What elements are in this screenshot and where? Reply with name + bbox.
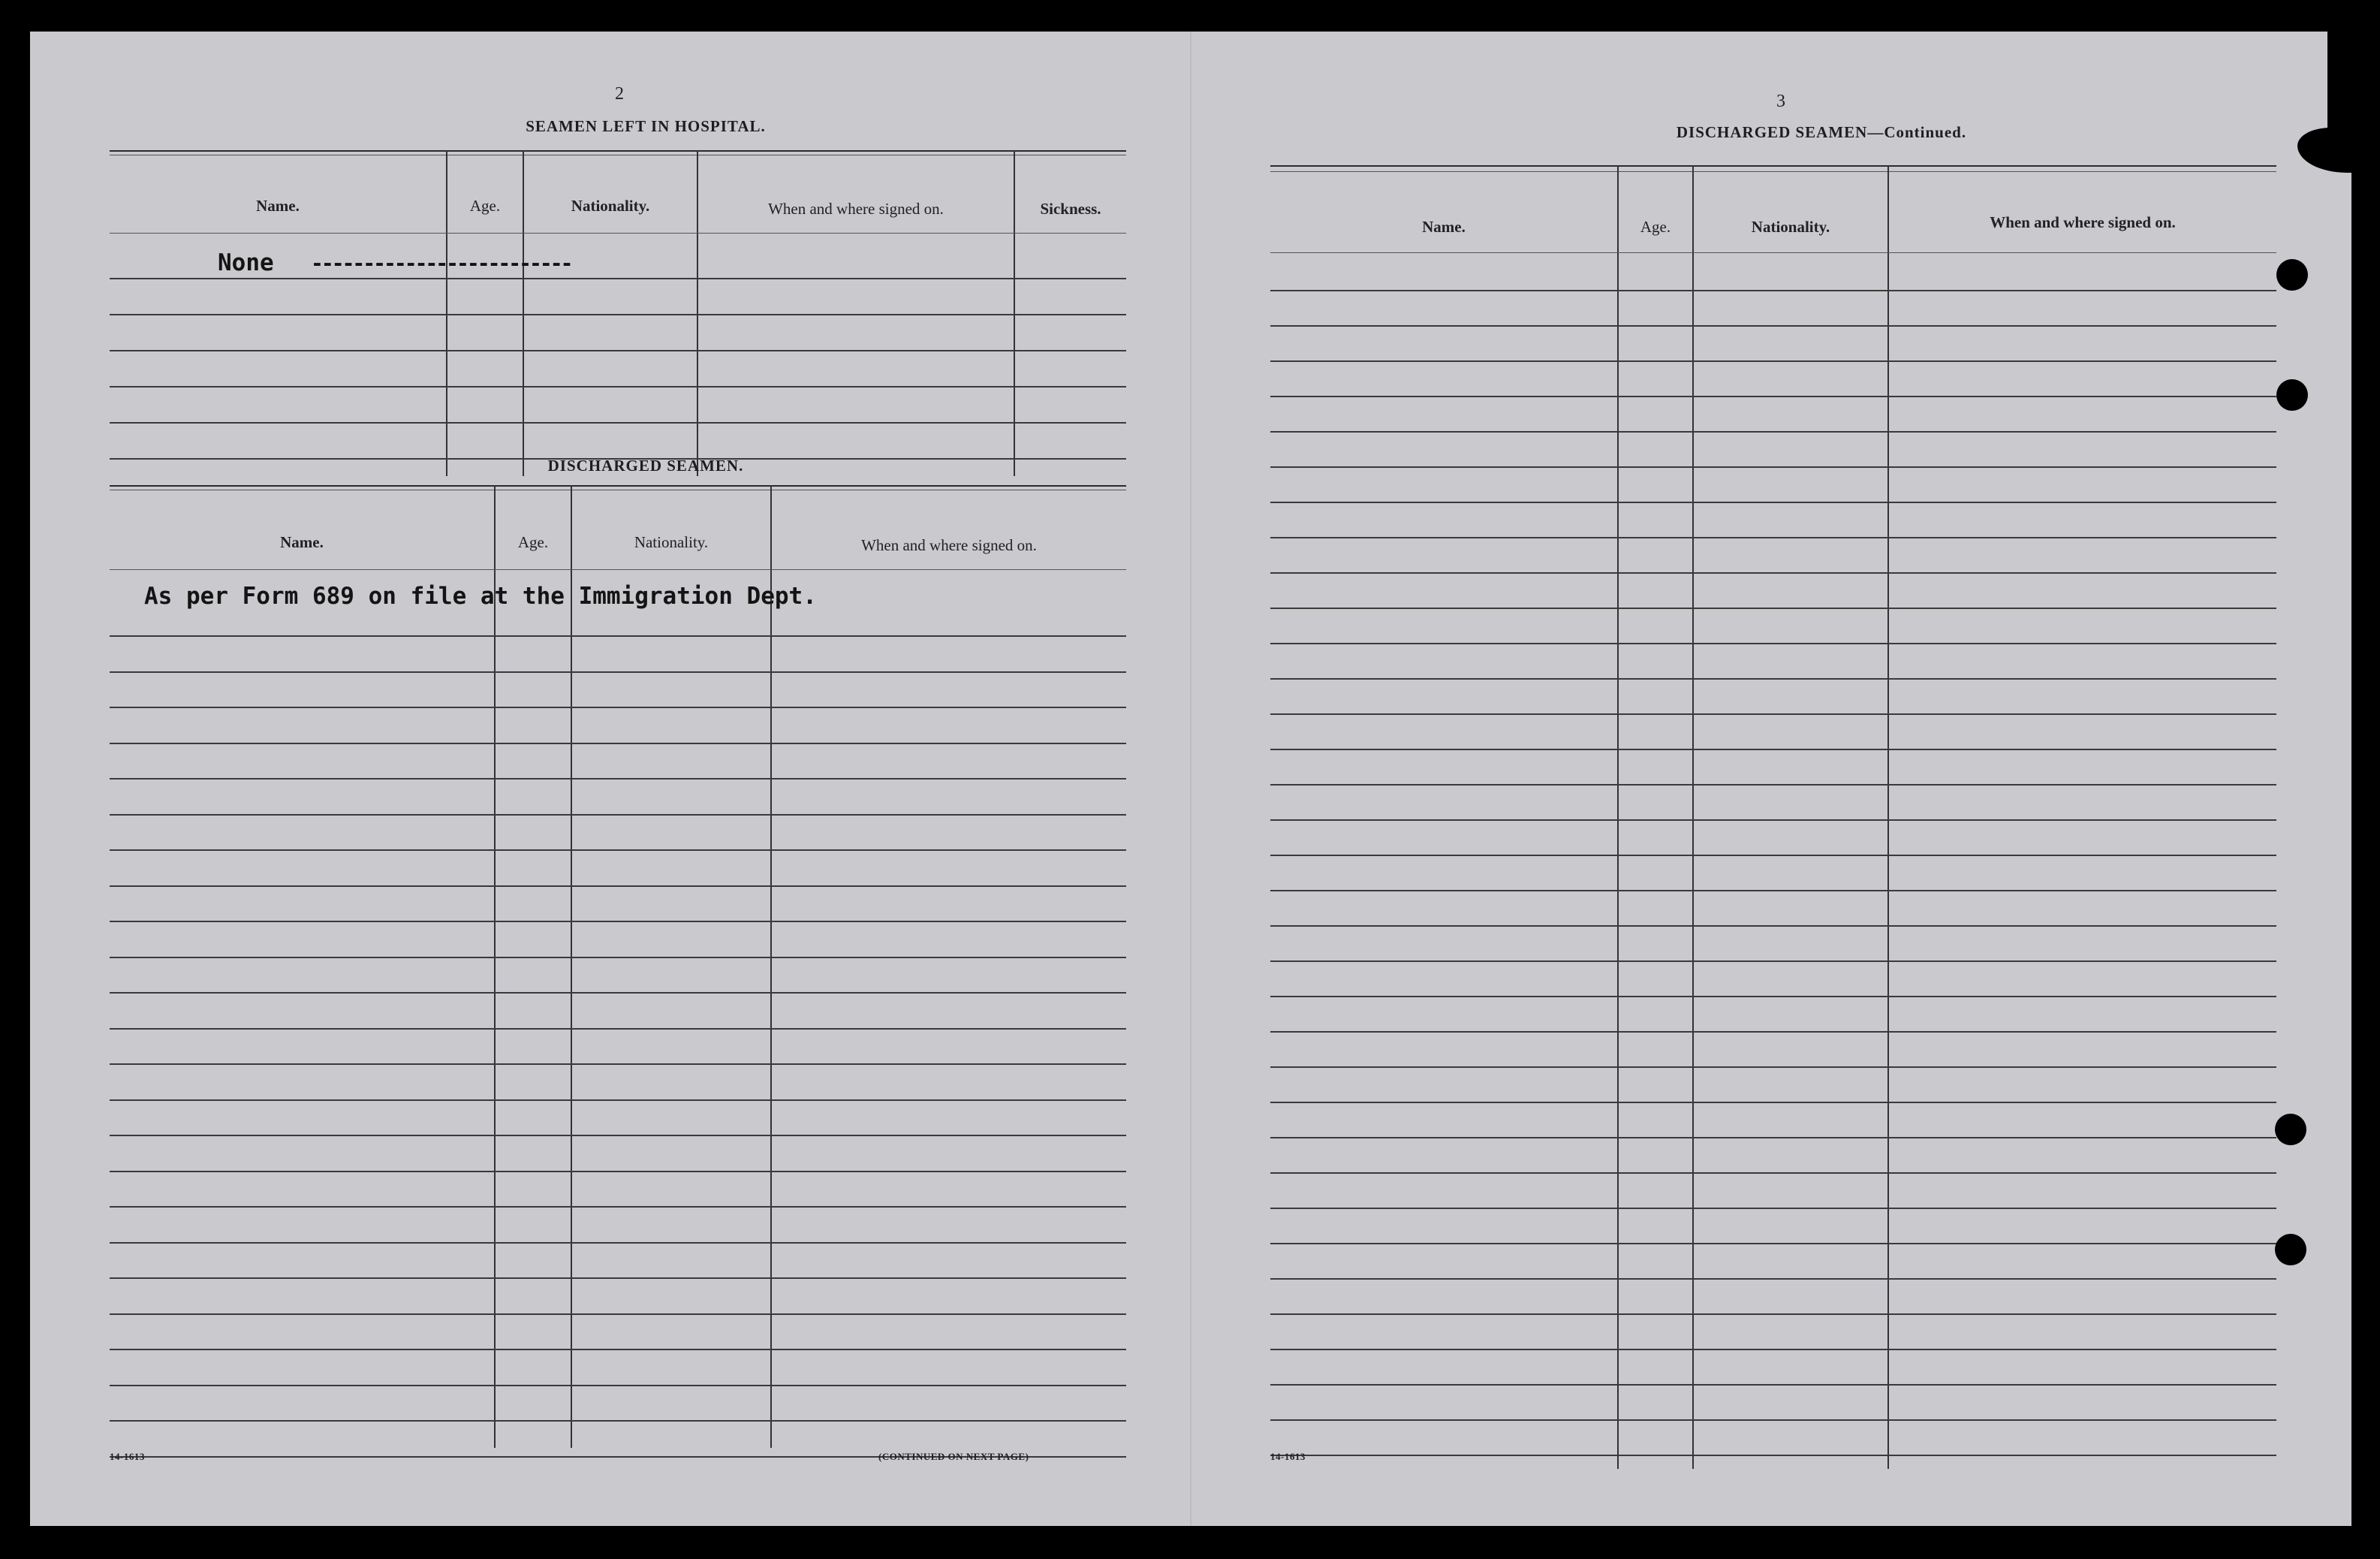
ruled-line <box>1270 678 2276 680</box>
binder-hole <box>2276 379 2308 411</box>
ruled-line <box>1270 819 2276 821</box>
column-header-name: Name. <box>1422 218 1466 236</box>
form-number: 14-1613 <box>1270 1451 1306 1462</box>
ruled-line <box>1270 537 2276 538</box>
right-page <box>1191 32 2351 1526</box>
ruled-line <box>1270 608 2276 609</box>
torn-edge <box>2327 30 2380 143</box>
ruled-line <box>110 885 1126 887</box>
ruled-line <box>110 1135 1126 1136</box>
ruled-line <box>110 814 1126 816</box>
ruled-line <box>110 992 1126 994</box>
ruled-line <box>1270 643 2276 644</box>
ruled-line <box>1270 1278 2276 1280</box>
ruled-line <box>110 743 1126 744</box>
ruled-line <box>1270 431 2276 433</box>
continued-note: (CONTINUED ON NEXT PAGE) <box>878 1451 1029 1462</box>
ruled-line <box>1270 1455 2276 1456</box>
document-paper <box>30 32 2351 1526</box>
page-number: 2 <box>615 84 624 104</box>
ruled-line <box>110 1028 1126 1030</box>
ruled-line <box>1270 1172 2276 1174</box>
column-header-nationality: Nationality. <box>634 533 709 551</box>
discharged-continued-table <box>1270 165 2276 1472</box>
ruled-line <box>110 1277 1126 1279</box>
ruled-line <box>110 1063 1126 1065</box>
ruled-line <box>1270 749 2276 750</box>
ruled-line <box>1270 1419 2276 1421</box>
ruled-line <box>1270 1243 2276 1244</box>
ruled-line <box>110 635 1126 637</box>
column-header-name: Name. <box>256 197 300 215</box>
hospital-table <box>110 150 1126 476</box>
form-number: 14-1613 <box>110 1451 145 1462</box>
ruled-line <box>110 957 1126 958</box>
ruled-line <box>1270 1066 2276 1068</box>
hospital-section-title: SEAMEN LEFT IN HOSPITAL. <box>526 117 766 135</box>
discharged-section-title: DISCHARGED SEAMEN. <box>547 457 744 475</box>
ruled-line <box>1270 572 2276 574</box>
ruled-line <box>1270 996 2276 997</box>
column-header-sickness: Sickness. <box>1040 200 1101 218</box>
ruled-line <box>110 778 1126 780</box>
ruled-line <box>1270 855 2276 856</box>
ruled-line <box>1270 925 2276 927</box>
ruled-line <box>110 1420 1126 1422</box>
column-header-signed-on: When and where signed on. <box>1990 213 2176 231</box>
column-header-signed-on: When and where signed on. <box>768 200 944 218</box>
ruled-line <box>1270 1384 2276 1386</box>
ruled-line <box>1270 360 2276 362</box>
ruled-line <box>1270 1208 2276 1209</box>
discharged-entry-text: As per Form 689 on file at the Immigration Dept. <box>144 583 817 610</box>
binder-hole <box>2275 1114 2306 1145</box>
discharged-continued-title: DISCHARGED SEAMEN—Continued. <box>1676 123 1967 141</box>
ruled-line <box>110 1349 1126 1350</box>
ruled-line <box>110 1206 1126 1208</box>
ruled-line <box>110 921 1126 922</box>
discharged-table <box>110 485 1126 1451</box>
ruled-line <box>1270 1031 2276 1033</box>
column-header-age: Age. <box>517 533 549 551</box>
ruled-line <box>1270 325 2276 327</box>
left-page <box>30 32 1191 1526</box>
column-header-signed-on: When and where signed on. <box>861 536 1037 554</box>
ruled-line <box>110 1171 1126 1172</box>
binder-hole <box>2276 259 2308 291</box>
page-number: 3 <box>1776 92 1785 111</box>
ruled-line <box>110 1099 1126 1101</box>
ruled-line <box>1270 890 2276 891</box>
ruled-line <box>1270 1137 2276 1138</box>
column-header-age: Age. <box>469 197 501 215</box>
ruled-line <box>110 1242 1126 1244</box>
ruled-line <box>110 849 1126 851</box>
ruled-line <box>110 1385 1126 1386</box>
ruled-line <box>1270 290 2276 291</box>
ruled-line <box>1270 784 2276 786</box>
ruled-line <box>1270 466 2276 468</box>
column-header-age: Age. <box>1640 218 1671 236</box>
hospital-entry-none: None <box>218 249 274 276</box>
column-header-nationality: Nationality. <box>571 197 650 215</box>
hospital-entry-dashes: ------------------------- <box>311 251 571 276</box>
ruled-line <box>1270 1102 2276 1103</box>
ruled-line <box>110 671 1126 673</box>
ruled-line <box>1270 713 2276 715</box>
ruled-line <box>110 707 1126 708</box>
ruled-line <box>110 1313 1126 1315</box>
ruled-line <box>1270 1349 2276 1350</box>
ruled-line <box>1270 1313 2276 1315</box>
ruled-line <box>1270 960 2276 962</box>
ruled-line <box>1270 502 2276 503</box>
ruled-line <box>1270 396 2276 397</box>
binder-hole <box>2275 1234 2306 1265</box>
column-header-name: Name. <box>280 533 324 551</box>
column-header-nationality: Nationality. <box>1751 218 1830 236</box>
